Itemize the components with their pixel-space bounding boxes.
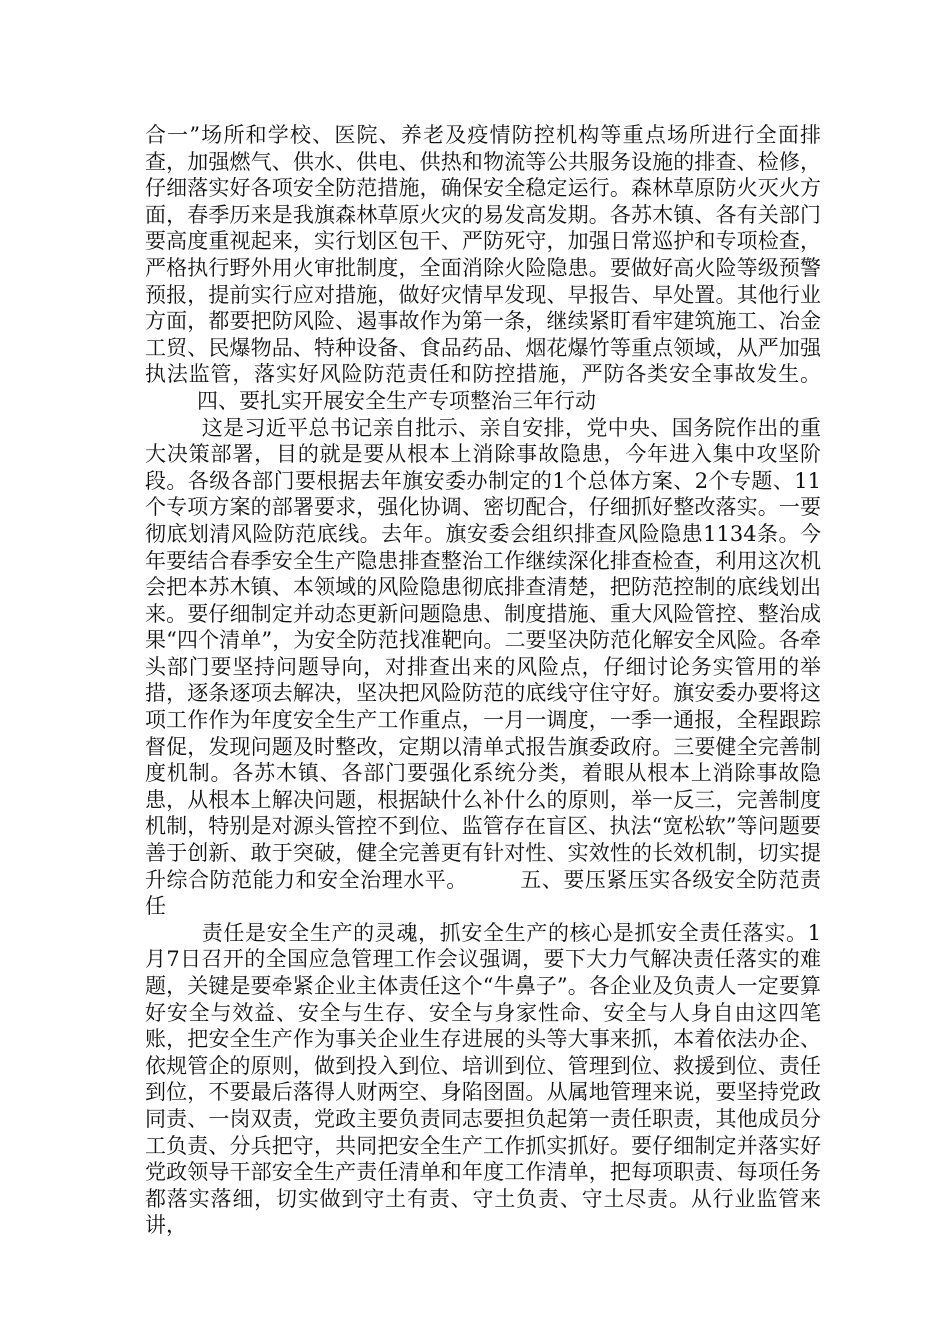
paragraph-1 [145,122,821,415]
paragraph-1-text: 合一”场所和学校、医院、养老及疫情防控机构等重点场所进行全面排查，加强燃气、供水、供电、供热和物流等公共服务设施的排查、检修，仔细落实好各项安全防范措施，确保安全稳定运行。森林草原防火灭火方面，春季历来是我旗森林草原火灾的易发高发期。各苏木镇、各有关部门要高度重视起来，实行划区包干、严防死守，加强日常巡护和专项检查，严格执行野外用火审批制度，全面消除火险隐患。要做好高火险等级预警预报，提前实行应对措施，做好灾情早发现、早报告、早处置。其他行业方面，都要把防风险、遏事故作为第一条，继续紧盯看牢建筑施工、冶金工贸、民爆物品、特种设备、食品药品、烟花爆竹等重点领域，从严加强执法监管，落实好风险防范责任和防控措施，严防各类安全事故发生。 [145,123,821,387]
paragraph-3 [145,920,821,1239]
paragraph-2 [145,415,821,920]
section-heading-5: 五、要压紧压实各级安全防范责任 [145,867,822,919]
document-page [145,122,821,1239]
paragraph-3-text: 责任是安全生产的灵魂，抓安全生产的核心是抓安全责任落实。1月7日召开的全国应急管理工作会议强调，要下大力气解决责任落实的难题，关键是要牵紧企业主体责任这个“牛鼻子”。各企业及负责人一定要算好安全与效益、安全与生存、安全与身家性命、安全与人身自由这四笔账，把安全生产作为事关企业生存进展的头等大事来抓，本着依法办企、依规管企的原则，做到投入到位、培训到位、管理到位、救援到位、责任到位，不要最后落得人财两空、身陷囹圄。从属地管理来说，要坚持党政同责、一岗双责，党政主要负责同志要担负起第一责任职责，其他成员分工负责、分兵把守，共同把安全生产工作抓实抓好。要仔细制定并落实好党政领导干部安全生产责任清单和年度工作清单，把每项职责、每项任务都落实落细，切实做到守土有责、守土负责、守土尽责。从行业监管来讲， [145,920,821,1238]
section-heading-4: 四、要扎实开展安全生产专项整治三年行动 [197,388,596,413]
paragraph-2-text: 这是习近平总书记亲自批示、亲自安排，党中央、国务院作出的重大决策部署，目的就是要从根本上消除事故隐患，今年进入集中攻坚阶段。各级各部门要根据去年旗安委办制定的1个总体方案、2个专题、11个专项方案的部署要求，强化协调、密切配合，仔细抓好整改落实。一要彻底划清风险防范底线。去年。旗安委会组织排查风险隐患1134条。今年要结合春季安全生产隐患排查整治工作继续深化排查检查，利用这次机会把本苏木镇、本领域的风险隐患彻底排查清楚，把防范控制的底线划出来。要仔细制定并动态更新问题隐患、制度措施、重大风险管控、整治成果“四个清单”，为安全防范找准靶向。二要坚决防范化解安全风险。各牵头部门要坚持问题导向，对排查出来的风险点，仔细讨论务实管用的举措，逐条逐项去解决，坚决把风险防范的底线守住守好。旗安委办要将这项工作作为年度安全生产工作重点，一月一调度，一季一通报，全程跟踪督促，发现问题及时整改，定期以清单式报告旗委政府。三要健全完善制度机制。各苏木镇、各部门要强化系统分类，着眼从根本上消除事故隐患，从根本上解决问题，根据缺什么补什么的原则，举一反三，完善制度机制，特别是对源头管控不到位、监管存在盲区、执法“宽松软”等问题要善于创新、敢于突破，健全完善更有针对性、实效性的长效机制，切实提升综合防范能力和安全治理水平。 [145,415,821,892]
